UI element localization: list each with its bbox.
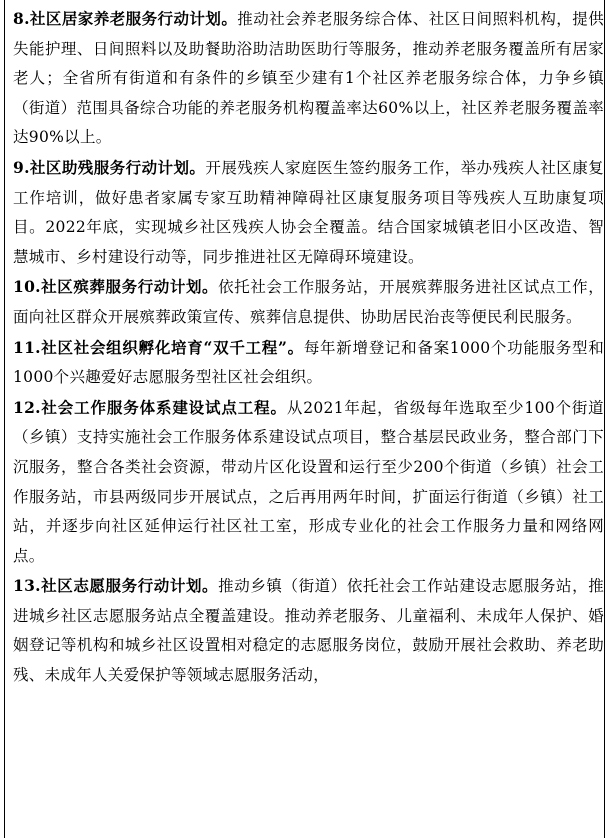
- section-10: [13, 272, 604, 332]
- section-text: 每年新增登记和备案1000个功能服务型和1000个兴趣爱好志愿服务型社区社会组织。: [13, 338, 604, 387]
- document-frame: [4, 0, 605, 838]
- section-title: 13.社区志愿服务行动计划。: [13, 576, 219, 596]
- section-8: [13, 4, 604, 153]
- section-title: 9.社区助残服务行动计划。: [13, 157, 206, 177]
- section-9: [13, 153, 604, 272]
- section-11: [13, 333, 604, 393]
- section-title: 11.社区社会组织孵化培育“双千工程”。: [13, 337, 304, 357]
- section-text: 依托社会工作服务站，开展殡葬服务进社区试点工作，面向社区群众开展殡葬政策宣传、殡葬信息提供、协助居民治丧等便民利民服务。: [13, 278, 604, 326]
- section-12: [13, 393, 604, 572]
- section-title: 12.社会工作服务体系建设试点工程。: [13, 397, 287, 417]
- section-text: 推动社会养老服务综合体、社区日间照料机构，提供失能护理、日间照料以及助餐助浴助洁助医助行等服务，推动养老服务覆盖所有居家老人；全省所有街道和有条件的乡镇至少建有1个社区养老服务综合体，力争乡镇（街道）范围具备综合功能的养老服务机构覆盖率达60%以上，社区养老服务覆盖率达90%以上。: [13, 10, 605, 147]
- section-title: 10.社区殡葬服务行动计划。: [13, 277, 219, 297]
- section-text: 推动乡镇（街道）依托社会工作站建设志愿服务站，推进城乡社区志愿服务站点全覆盖建设。推动养老服务、儿童福利、未成年人保护、婚姻登记等机构和城乡社区设置相对稳定的志愿服务岗位，鼓励开展社会救助、养老助残、未成年人关爱保护等领域志愿服务活动，: [13, 577, 604, 685]
- section-13: [13, 571, 604, 690]
- section-text: 开展残疾人家庭医生签约服务工作，举办残疾人社区康复工作培训，做好患者家属专家互助精神障碍社区康复服务项目等残疾人互助康复项目。2022年底，实现城乡社区残疾人协会全覆盖。结合国家城镇老旧小区改造、智慧城市、乡村建设行动等，同步推进社区无障碍环境建设。: [13, 158, 604, 266]
- document-body: [13, 4, 604, 691]
- section-title: 8.社区居家养老服务行动计划。: [13, 9, 238, 28]
- section-text: 从2021年起，省级每年选取至少100个街道（乡镇）支持实施社会工作服务体系建设试点项目，整合基层民政业务，整合部门下沉服务，整合各类社会资源，带动片区化设置和运行至少200个街道（乡镇）社会工作服务站，市县两级同步开展试点，之后再用两年时间，扩面运行街道（乡镇）社工站，并逐步向社区延伸运行社区社工室，形成专业化的社会工作服务力量和网络网点。: [13, 398, 604, 565]
